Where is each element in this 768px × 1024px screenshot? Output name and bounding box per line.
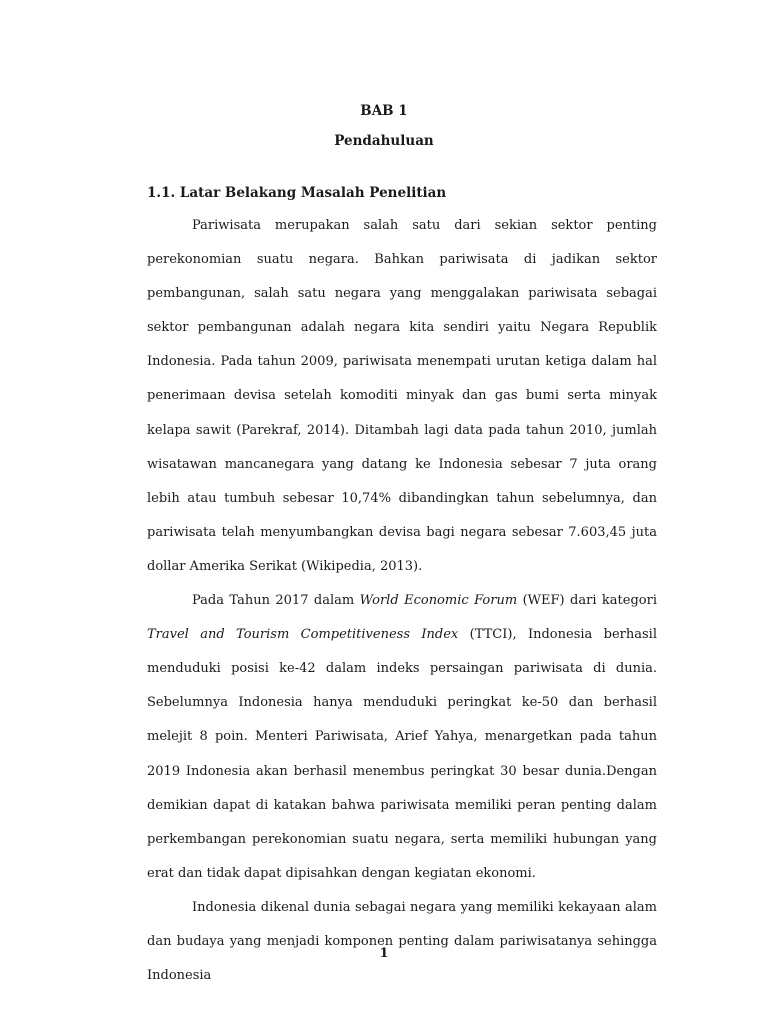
section-heading: 1.1. Latar Belakang Masalah Penelitian (147, 185, 447, 201)
body-text (147, 209, 657, 993)
paragraph-1: Pariwisata merupakan salah satu dari sekian sektor penting perekonomian suatu negara. Bahkan pariwisata di jadikan sektor pembangunan, salah satu negara yang menggalakan pariwisata sebagai sektor pembangunan adalah negara kita sendiri yaitu Negara Republik Indonesia. Pada tahun 2009, pariwisata menempati urutan ketiga dalam hal penerimaan devisa setelah komoditi minyak dan gas bumi serta minyak kelapa sawit (Parekraf, 2014). Ditambah lagi data pada tahun 2010, jumlah wisatawan mancanegara yang datang ke Indonesia sebesar 7 juta orang lebih atau tumbuh sebesar 10,74% dibandingkan tahun sebelumnya, dan pariwisata telah menyumbangkan devisa bagi negara sebesar 7.603,45 juta dollar Amerika Serikat (Wikipedia, 2013). (147, 218, 657, 574)
chapter-number: BAB 1 (360, 103, 408, 119)
page-number: 1 (379, 946, 389, 961)
chapter-title: Pendahuluan (334, 133, 434, 149)
paragraph-3: Indonesia dikenal dunia sebagai negara yang memiliki kekayaan alam dan budaya yang menjadi komponen penting dalam pariwisatanya sehingga Indonesia (147, 899, 657, 984)
paragraph-2-part-1: Pada Tahun 2017 dalam (192, 593, 360, 609)
paragraph-2 (147, 584, 657, 891)
wef-term: World Economic Forum (359, 593, 518, 609)
paragraph-2-part-3: (TTCI), Indonesia berhasil menduduki posisi ke-42 dalam indeks persaingan pariwisata di dunia. Sebelumnya Indonesia hanya menduduki peringkat ke-50 dan berhasil melejit 8 poin. Menteri Pariwisata, Arief Yahya, menargetkan pada tahun 2019 Indonesia akan berhasil menembus peringkat 30 besar dunia.Dengan demikian dapat di katakan bahwa pariwisata memiliki peran penting dalam perkembangan perekonomian suatu negara, serta memiliki hubungan yang erat dan tidak dapat dipisahkan dengan kegiatan ekonomi. (147, 627, 657, 881)
ttci-term: Travel and Tourism Competitiveness Index (147, 627, 459, 643)
paragraph-2-part-2: (WEF) dari kategori (517, 593, 657, 609)
